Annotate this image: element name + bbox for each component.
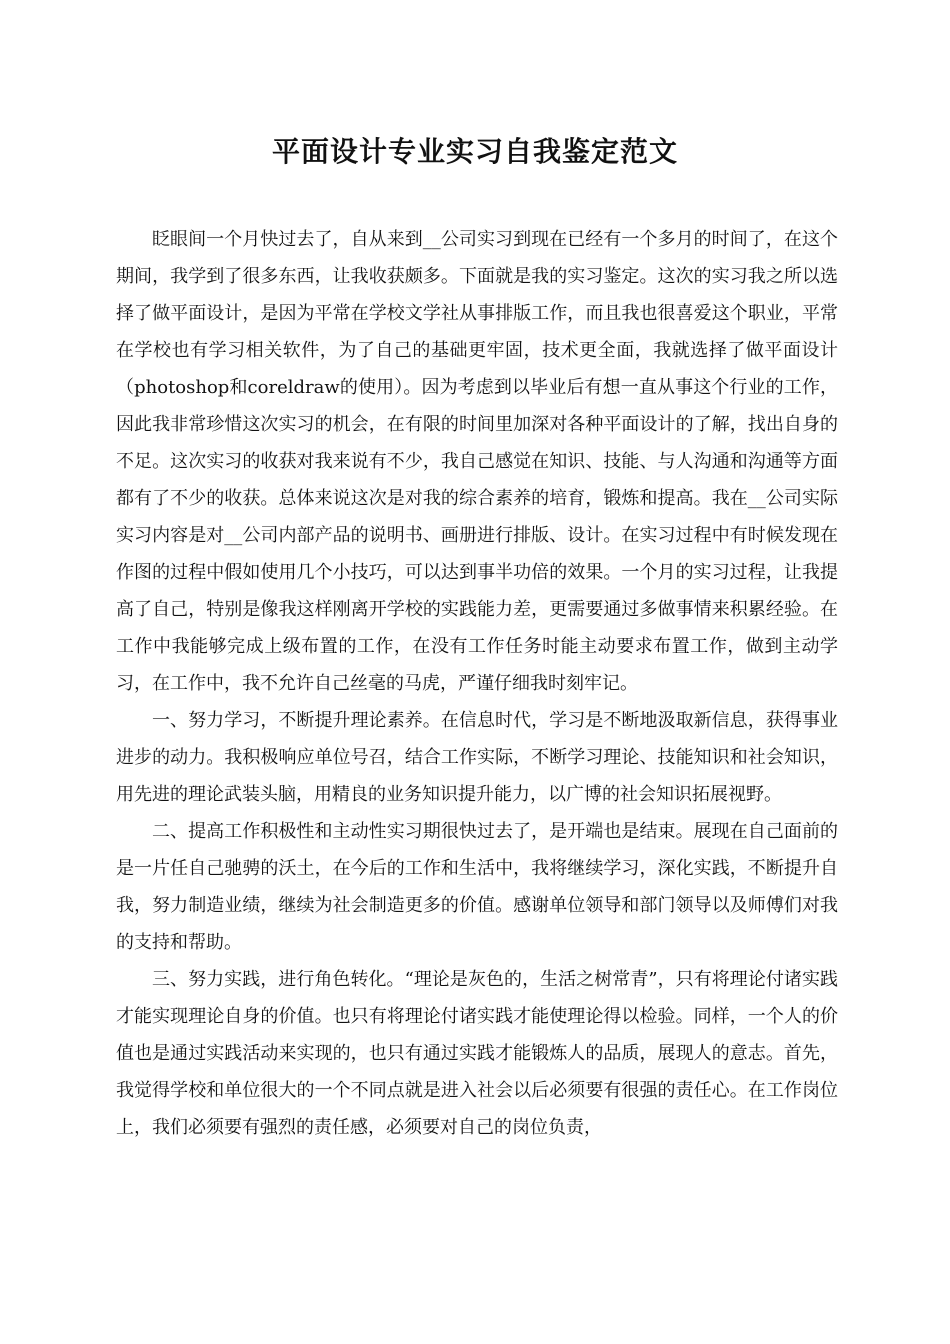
paragraph-section-2: 二、提高工作积极性和主动性实习期很快过去了，是开端也是结束。展现在自己面前的是一片任自己驰骋的沃土，在今后的工作和生活中，我将继续学习，深化实践，不断提升自我，努力制造业绩，继续为社会制造更多的价值。感谢单位领导和部门领导以及师傅们对我的支持和帮助。 xyxy=(116,821,838,953)
paragraph-intro: 眨眼间一个月快过去了，自从来到__公司实习到现在已经有一个多月的时间了，在这个期间，我学到了很多东西，让我收获颇多。下面就是我的实习鉴定。这次的实习我之所以选择了做平面设计，是因为平常在学校文学社从事排版工作，而且我也很喜爱这个职业，平常在学校也有学习相关软件，为了自己的基础更牢固，技术更全面，我就选择了做平面设计（photoshop和coreldraw的使用）。因为考虑到以毕业后有想一直从事这个行业的工作，因此我非常珍惜这次实习的机会，在有限的时间里加深对各种平面设计的了解，找出自身的不足。这次实习的收获对我来说有不少，我自己感觉在知识、技能、与人沟通和沟通等方面都有了不少的收获。总体来说这次是对我的综合素养的培育，锻炼和提高。我在__公司实际实习内容是对__公司内部产品的说明书、画册进行排版、设计。在实习过程中有时候发现在作图的过程中假如使用几个小技巧，可以达到事半功倍的效果。一个月的实习过程，让我提高了自己，特别是像我这样刚离开学校的实践能力差，更需要通过多做事情来积累经验。在工作中我能够完成上级布置的工作，在没有工作任务时能主动要求布置工作，做到主动学习，在工作中，我不允许自己丝毫的马虎，严谨仔细我时刻牢记。 xyxy=(116,229,838,694)
paragraph-section-3: 三、努力实践，进行角色转化。“理论是灰色的，生活之树常青”，只有将理论付诸实践才能实现理论自身的价值。也只有将理论付诸实践才能使理论得以检验。同样，一个人的价值也是通过实践活动来实现的，也只有通过实践才能锻炼人的品质，展现人的意志。首先，我觉得学校和单位很大的一个不同点就是进入社会以后必须要有很强的责任心。在工作岗位上，我们必须要有强烈的责任感，必须要对自己的岗位负责， xyxy=(116,969,838,1138)
document-body xyxy=(116,221,838,1146)
document-title: 平面设计专业实习自我鉴定范文 xyxy=(271,135,678,168)
paragraph-section-1: 一、努力学习，不断提升理论素养。在信息时代，学习是不断地汲取新信息，获得事业进步的动力。我积极响应单位号召，结合工作实际，不断学习理论、技能知识和社会知识，用先进的理论武装头脑，用精良的业务知识提升能力，以广博的社会知识拓展视野。 xyxy=(116,710,838,805)
